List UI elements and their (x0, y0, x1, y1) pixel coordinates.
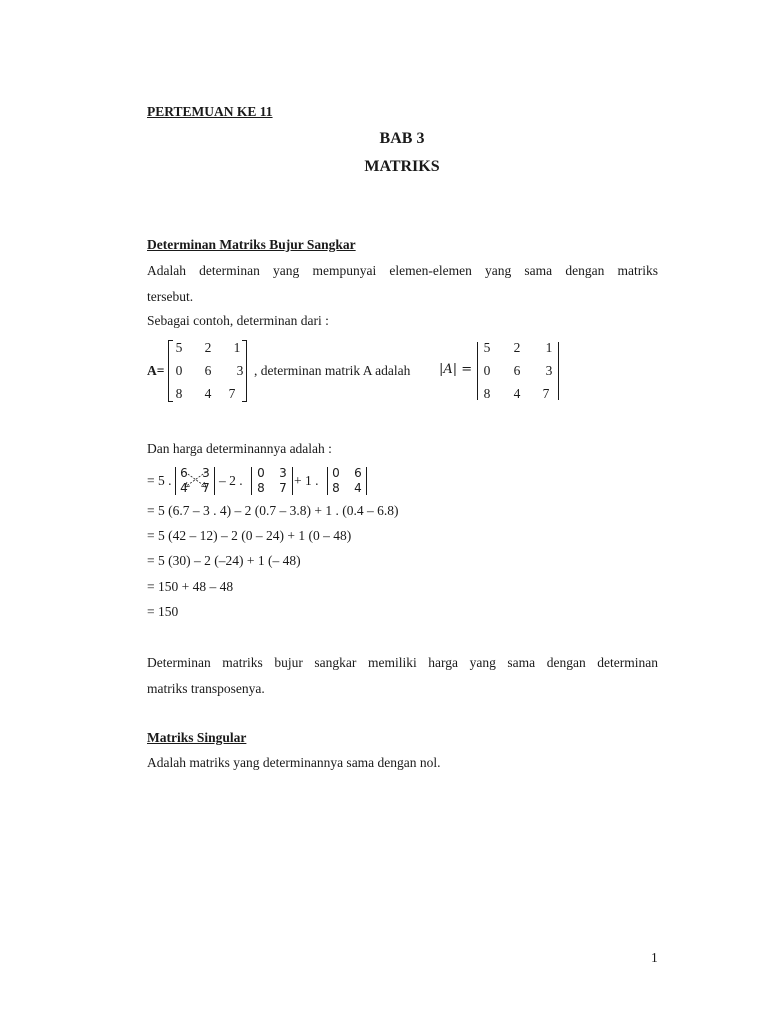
matrix-cell: 8 (175, 386, 183, 401)
minor-cell: 8 (257, 481, 265, 495)
example-intro: Sebagai contoh, determinan dari : (147, 313, 329, 328)
minor-cell: 3 (202, 466, 210, 480)
minor-bar (175, 467, 176, 495)
minor-cell: 6 (354, 466, 362, 480)
section-heading-determinant: Determinan Matriks Bujur Sangkar (147, 237, 356, 252)
minor-cell: 0 (257, 466, 265, 480)
calculation-step: = 5 (42 – 12) – 2 (0 – 24) + 1 (0 – 48) (147, 528, 352, 543)
matrix-cell: 2 (204, 340, 212, 355)
cross-multiply-arrows-icon (182, 469, 210, 491)
calculation-step: = 150 (147, 604, 179, 619)
chapter-title: MATRIKS (364, 158, 440, 175)
matrix-cell: 4 (204, 386, 212, 401)
minor-bar (366, 467, 367, 495)
calculation-step: = 150 + 48 – 48 (147, 579, 234, 594)
matrix-description: , determinan matrik A adalah (254, 363, 411, 378)
minor-cell: 4 (354, 481, 362, 495)
determinant-cell: 4 (513, 386, 521, 401)
section-heading-singular: Matriks Singular (147, 730, 247, 745)
determinant-left-bar (477, 342, 478, 400)
matrix-cell: 7 (228, 386, 236, 401)
expansion-operator: + 1 . (294, 473, 319, 488)
minor-bar (292, 467, 293, 495)
minor-cell: 3 (279, 466, 287, 480)
absolute-value-symbol: |A| = (439, 362, 473, 377)
page-number: 1 (651, 950, 658, 965)
determinant-cell: 0 (483, 363, 491, 378)
paragraph-line: Determinan matriks bujur sangkar memiliki harga yang sama dengan determinan (147, 655, 658, 670)
minor-cell: 0 (332, 466, 340, 480)
minor-cell: 7 (279, 481, 287, 495)
minor-cell: 8 (332, 481, 340, 495)
determinant-cell: 1 (545, 340, 553, 355)
determinant-cell: 2 (513, 340, 521, 355)
determinant-cell: 3 (545, 363, 553, 378)
minor-cell: 7 (202, 481, 210, 495)
matrix-cell: 3 (236, 363, 244, 378)
matrix-cell: 0 (175, 363, 183, 378)
paragraph-line: matriks transposenya. (147, 681, 265, 696)
minor-cell: 6 (180, 466, 188, 480)
meeting-heading: PERTEMUAN KE 11 (147, 104, 273, 119)
paragraph-line: tersebut. (147, 289, 194, 304)
determinant-cell: 6 (513, 363, 521, 378)
paragraph-line: Adalah matriks yang determinannya sama dengan nol. (147, 755, 441, 770)
minor-bar (251, 467, 252, 495)
minor-cell: 4 (180, 481, 188, 495)
minor-bar (214, 467, 215, 495)
calculation-step: = 5 (6.7 – 3 . 4) – 2 (0.7 – 3.8) + 1 . (0.4 – 6.8) (147, 503, 399, 518)
expansion-prefix: = 5 . (147, 473, 172, 488)
matrix-label: A= (147, 363, 165, 378)
determinant-cell: 5 (483, 340, 491, 355)
expansion-operator: – 2 . (219, 473, 243, 488)
matrix-cell: 1 (233, 340, 241, 355)
determinant-right-bar (558, 342, 559, 400)
minor-bar (327, 467, 328, 495)
paragraph-line: Adalah determinan yang mempunyai elemen-elemen yang sama dengan matriks (147, 263, 658, 278)
calculation-step: = 5 (30) – 2 (–24) + 1 (– 48) (147, 553, 301, 568)
value-intro: Dan harga determinannya adalah : (147, 441, 332, 456)
chapter-heading: BAB 3 (379, 130, 425, 147)
determinant-cell: 8 (483, 386, 491, 401)
matrix-cell: 6 (204, 363, 212, 378)
matrix-cell: 5 (175, 340, 183, 355)
determinant-cell: 7 (542, 386, 550, 401)
